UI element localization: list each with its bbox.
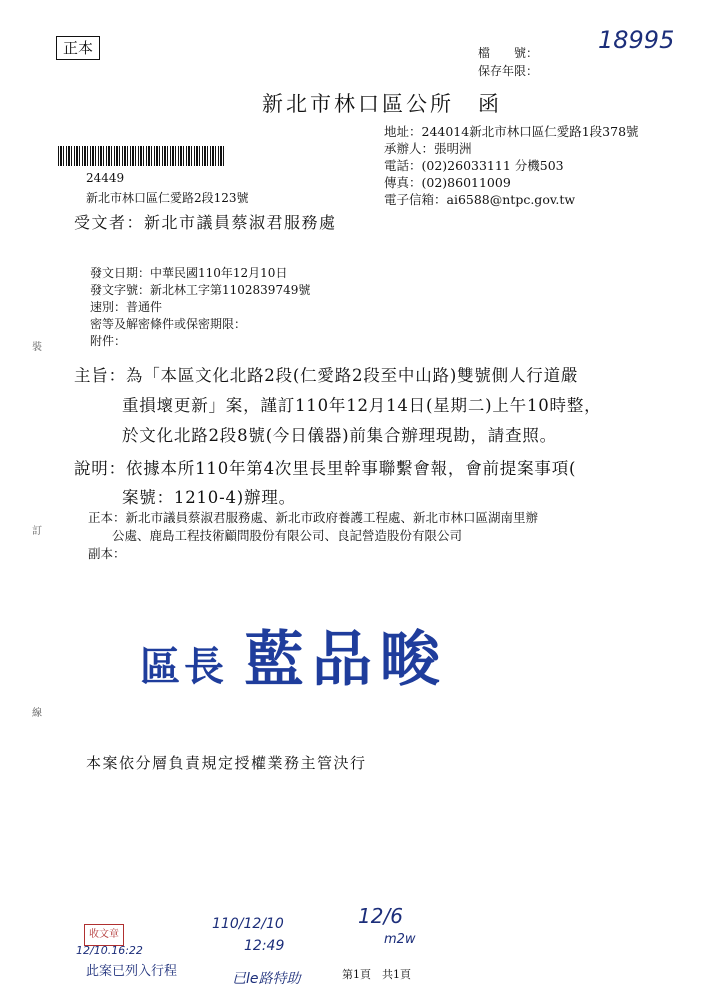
signature-name: 藍品畯 <box>244 625 448 695</box>
copies-original-line-2: 公處、鹿島工程技術顧問股份有限公司、良記營造股份有限公司 <box>112 528 463 543</box>
handwritten-date-mid-2: 12:49 <box>244 938 285 954</box>
margin-mark-line: 線 <box>32 708 42 719</box>
retention-label: 保存年限： <box>478 64 539 78</box>
subject-line-3: 於文化北路2段8號(今日儀器)前集合辦理現勘，請查照。 <box>122 426 557 445</box>
explanation-line-2: 案號：1210-4)辦理。 <box>122 488 296 507</box>
recipient: 受文者：新北市議員蔡淑君服務處 <box>74 213 337 232</box>
contact-email: 電子信箱：ai6588@ntpc.gov.tw <box>384 192 576 207</box>
contact-fax: 傳真：(02)86011009 <box>384 175 511 190</box>
barcode <box>58 146 226 166</box>
handwritten-date-mid-1: 110/12/10 <box>212 916 284 932</box>
handwritten-number: 18995 <box>598 26 675 54</box>
speed: 速別：普通件 <box>90 300 163 314</box>
contact-phone: 電話：(02)26033111 分機503 <box>384 158 564 173</box>
handwritten-note-right-1: 12/6 <box>358 904 403 928</box>
addressee-zip: 24449 <box>86 171 125 185</box>
authorization-note: 本案依分層負責規定授權業務主管決行 <box>86 754 367 772</box>
secrecy: 密等及解密條件或保密期限： <box>90 317 247 331</box>
explanation-line-1: 說明：依據本所110年第4次里長里幹事聯繫會報，會前提案事項( <box>74 459 577 478</box>
addressee-address: 新北市林口區仁愛路2段123號 <box>86 191 249 205</box>
copies-copy: 副本： <box>88 546 126 561</box>
handwritten-note-right-2: m2w <box>384 932 416 947</box>
contact-handler: 承辦人：張明洲 <box>384 141 472 156</box>
original-mark: 正本 <box>56 36 100 60</box>
file-no-label: 檔 號： <box>478 46 539 60</box>
doc-number: 發文字號：新北林工字第1102839749號 <box>90 283 311 297</box>
issue-date: 發文日期：中華民國110年12月10日 <box>90 266 288 280</box>
handwritten-note-mid: 已le路特助 <box>232 971 301 987</box>
handwritten-date-left: 12/10.16:22 <box>76 944 143 957</box>
director-signature-stamp <box>140 612 448 698</box>
document-title: 新北市林口區公所 函 <box>262 92 502 116</box>
margin-mark-staple: 訂 <box>32 526 42 537</box>
subject-line-2: 重損壞更新」案，謹訂110年12月14日(星期二)上午10時整， <box>122 396 602 415</box>
handwritten-note-left: 此案已列入行程 <box>86 964 178 979</box>
margin-mark-bind: 裝 <box>32 342 42 353</box>
contact-address: 地址：244014新北市林口區仁愛路1段378號 <box>384 124 639 139</box>
copies-original-line-1: 正本：新北市議員蔡淑君服務處、新北市政府養護工程處、新北市林口區湖南里辦 <box>88 510 539 525</box>
attachment: 附件： <box>90 334 127 348</box>
page-number: 第1頁 共1頁 <box>342 968 411 981</box>
received-seal: 收文章 <box>84 924 124 946</box>
signature-title: 區長 <box>140 644 228 690</box>
subject-line-1: 主旨：為「本區文化北路2段(仁愛路2段至中山路)雙號側人行道嚴 <box>74 366 579 385</box>
